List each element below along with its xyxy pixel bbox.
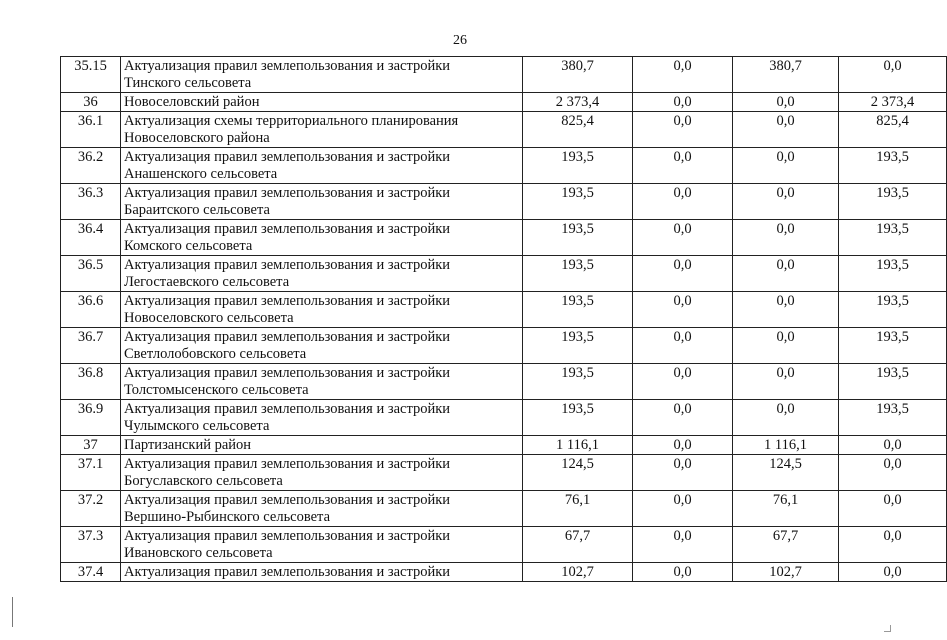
value-cell-3: 76,1 [733,491,839,527]
row-name-line: Актуализация схемы территориального планирования [124,113,459,129]
value-cell-1: 193,5 [523,256,633,292]
row-name [121,436,523,455]
row-name [121,256,523,292]
value-cell-3: 0,0 [733,328,839,364]
value-cell-2: 0,0 [633,256,733,292]
row-name [121,148,523,184]
value-cell-2: 0,0 [633,112,733,148]
value-cell-4: 0,0 [839,455,947,491]
row-number: 37.4 [61,563,121,582]
table-row [61,256,947,292]
row-name [121,57,523,93]
value-cell-4: 193,5 [839,256,947,292]
row-name-line: Актуализация правил землепользования и застройки [124,329,451,345]
value-cell-2: 0,0 [633,364,733,400]
row-name [121,527,523,563]
table-row [61,184,947,220]
value-cell-1: 193,5 [523,292,633,328]
row-name-line: Ивановского сельсовета [124,545,273,561]
row-name [121,328,523,364]
row-name-line: Актуализация правил землепользования и застройки [124,58,451,74]
value-cell-3: 0,0 [733,112,839,148]
value-cell-2: 0,0 [633,184,733,220]
row-name [121,220,523,256]
table-row [61,328,947,364]
budget-table [60,56,947,582]
row-number: 37.2 [61,491,121,527]
value-cell-4: 193,5 [839,400,947,436]
value-cell-4: 193,5 [839,364,947,400]
table-row [61,436,947,455]
row-name-line: Толстомысенского сельсовета [124,382,309,398]
value-cell-2: 0,0 [633,527,733,563]
table-row [61,455,947,491]
value-cell-1: 67,7 [523,527,633,563]
row-name-line: Вершино-Рыбинского сельсовета [124,509,331,525]
row-number: 36.3 [61,184,121,220]
row-name-line: Легостаевского сельсовета [124,274,290,290]
table-row [61,364,947,400]
row-name-line: Актуализация правил землепользования и застройки [124,149,451,165]
value-cell-3: 67,7 [733,527,839,563]
value-cell-3: 0,0 [733,220,839,256]
value-cell-4: 0,0 [839,436,947,455]
table-row [61,220,947,256]
row-name-line: Комского сельсовета [124,238,253,254]
value-cell-1: 825,4 [523,112,633,148]
value-cell-3: 0,0 [733,400,839,436]
row-name-line: Светлолобовского сельсовета [124,346,307,362]
value-cell-3: 0,0 [733,256,839,292]
value-cell-2: 0,0 [633,491,733,527]
value-cell-3: 380,7 [733,57,839,93]
value-cell-2: 0,0 [633,93,733,112]
row-name [121,292,523,328]
value-cell-1: 193,5 [523,184,633,220]
value-cell-4: 0,0 [839,563,947,582]
value-cell-4: 193,5 [839,220,947,256]
row-name-line: Анашенского сельсовета [124,166,278,182]
row-number: 36.7 [61,328,121,364]
row-name [121,455,523,491]
row-name-line: Актуализация правил землепользования и застройки [124,293,451,309]
row-number: 36.2 [61,148,121,184]
row-name-line: Новоселовского района [124,130,270,146]
row-number: 36.6 [61,292,121,328]
table-row [61,57,947,93]
value-cell-2: 0,0 [633,436,733,455]
table-row [61,112,947,148]
value-cell-4: 193,5 [839,184,947,220]
value-cell-1: 193,5 [523,220,633,256]
value-cell-1: 193,5 [523,148,633,184]
value-cell-3: 102,7 [733,563,839,582]
row-number: 36 [61,93,121,112]
row-name-line: Актуализация правил землепользования и застройки [124,221,451,237]
value-cell-2: 0,0 [633,148,733,184]
row-name [121,491,523,527]
row-name [121,364,523,400]
row-name-line: Актуализация правил землепользования и застройки [124,401,451,417]
value-cell-3: 1 116,1 [733,436,839,455]
row-name-line: Новоселовский район [124,94,260,110]
row-name [121,563,523,582]
value-cell-4: 193,5 [839,148,947,184]
value-cell-1: 380,7 [523,57,633,93]
row-number: 37 [61,436,121,455]
value-cell-3: 0,0 [733,148,839,184]
value-cell-1: 102,7 [523,563,633,582]
row-name-line: Бараитского сельсовета [124,202,270,218]
row-name-line: Актуализация правил землепользования и застройки [124,564,451,580]
value-cell-2: 0,0 [633,328,733,364]
value-cell-3: 0,0 [733,292,839,328]
row-number: 36.4 [61,220,121,256]
row-name [121,400,523,436]
row-number: 36.8 [61,364,121,400]
value-cell-2: 0,0 [633,400,733,436]
value-cell-4: 0,0 [839,527,947,563]
value-cell-3: 0,0 [733,184,839,220]
value-cell-2: 0,0 [633,563,733,582]
value-cell-3: 0,0 [733,93,839,112]
table-row [61,491,947,527]
value-cell-3: 124,5 [733,455,839,491]
table-row [61,148,947,184]
row-name [121,112,523,148]
table-row [61,292,947,328]
value-cell-3: 0,0 [733,364,839,400]
row-number: 37.3 [61,527,121,563]
row-name-line: Новоселовского сельсовета [124,310,294,326]
row-name-line: Чулымского сельсовета [124,418,270,434]
row-number: 36.1 [61,112,121,148]
value-cell-1: 2 373,4 [523,93,633,112]
row-name-line: Актуализация правил землепользования и застройки [124,528,451,544]
value-cell-1: 76,1 [523,491,633,527]
row-name-line: Актуализация правил землепользования и застройки [124,185,451,201]
row-name [121,184,523,220]
row-name-line: Партизанский район [124,437,252,453]
value-cell-2: 0,0 [633,220,733,256]
scan-corner-mark [884,625,891,632]
value-cell-4: 0,0 [839,57,947,93]
value-cell-1: 124,5 [523,455,633,491]
row-number: 35.15 [61,57,121,93]
row-name-line: Актуализация правил землепользования и застройки [124,257,451,273]
row-name [121,93,523,112]
row-name-line: Актуализация правил землепользования и застройки [124,492,451,508]
row-number: 37.1 [61,455,121,491]
value-cell-2: 0,0 [633,57,733,93]
table-row [61,527,947,563]
value-cell-4: 2 373,4 [839,93,947,112]
value-cell-1: 193,5 [523,400,633,436]
row-number: 36.5 [61,256,121,292]
value-cell-1: 1 116,1 [523,436,633,455]
table-row [61,400,947,436]
row-name-line: Богуславского сельсовета [124,473,283,489]
value-cell-1: 193,5 [523,364,633,400]
page-number: 26 [453,33,467,48]
row-name-line: Актуализация правил землепользования и застройки [124,456,451,472]
row-name-line: Актуализация правил землепользования и застройки [124,365,451,381]
scan-edge-mark [12,597,13,627]
row-name-line: Тинского сельсовета [124,75,252,91]
table-body [61,57,947,582]
row-number: 36.9 [61,400,121,436]
value-cell-2: 0,0 [633,455,733,491]
table-row [61,93,947,112]
value-cell-2: 0,0 [633,292,733,328]
table-row [61,563,947,582]
value-cell-4: 0,0 [839,491,947,527]
value-cell-4: 193,5 [839,292,947,328]
value-cell-4: 193,5 [839,328,947,364]
value-cell-4: 825,4 [839,112,947,148]
value-cell-1: 193,5 [523,328,633,364]
